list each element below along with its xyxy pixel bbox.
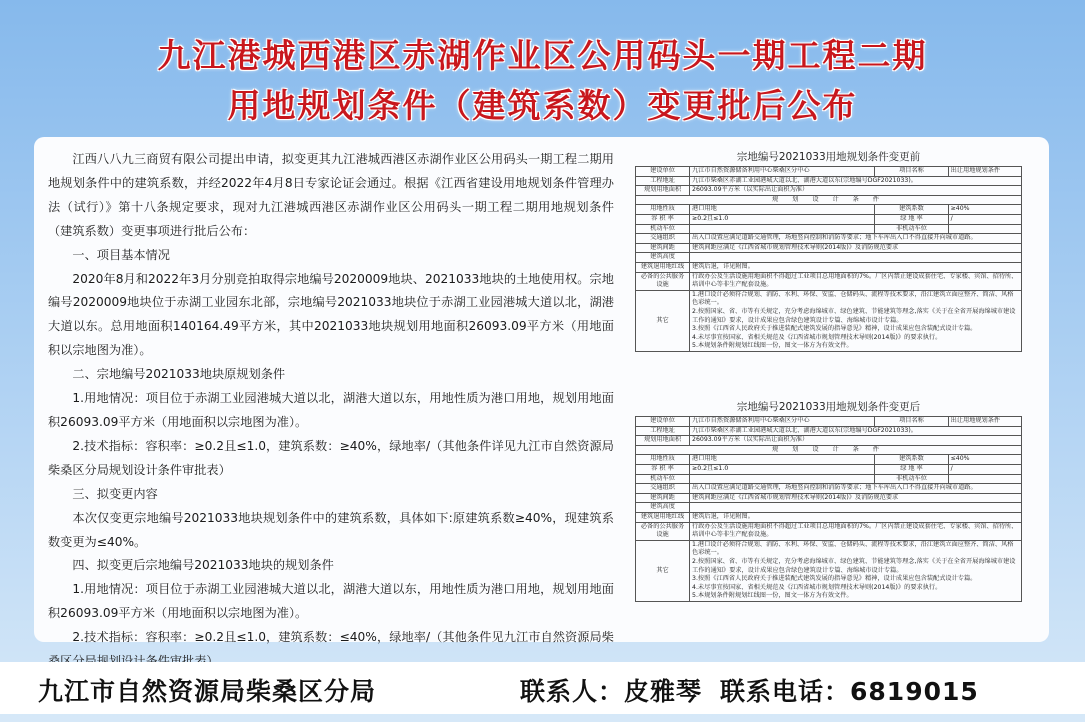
cell-label: 建筑高度 xyxy=(636,503,690,513)
cell-value xyxy=(690,253,1022,263)
cell-value xyxy=(690,290,1022,351)
conditions-table-after xyxy=(635,400,1022,602)
other-item: 1.港口设计必须符合规划、消防、水利、环保、安监、仓储码头、流程等技术要求，沿江建筑立面应整齐、简洁、风格色彩统一。 xyxy=(692,290,1014,307)
body-paragraph: 2020年8月和2022年3月分别竞拍取得宗地编号2020009地块、2021033地块的土地使用权。宗地编号2020009地块位于赤湖工业园东北部，宗地编号2021033地块位于赤湖工业园港城大道以北，湖港大道以东。总用地面积140164.49平方米，其中2021033地块规划用地面积26093.09平方米（用地面积以宗地图为准）。 xyxy=(48,271,614,358)
cell-value: 建筑间距应满足《江西省城市规划管理技术导则(2014版)》及消防规范要求 xyxy=(690,493,1022,503)
section-heading-1: 一、项目基本情况 xyxy=(72,247,170,262)
cell-label: 项目名称 xyxy=(875,167,948,177)
cell-value: 九江市柴桑区赤湖工业园港城大道以北、湖港大道以东(宗地编号DGF2021033)。 xyxy=(690,426,1022,436)
cell-label: 交通组织 xyxy=(636,234,690,244)
other-item: 2.按照国家、省、市等有关规定，充分考虑海绵城市、绿色建筑、节能建筑等理念,落实《关于在全省开展海绵城市建设工作的通知》要求，设计成果应包含绿色建筑设计专篇、海绵城市设计专篇。 xyxy=(692,307,1016,324)
cell-label: 用地性质 xyxy=(636,455,690,465)
cell-label: 建设单位 xyxy=(636,167,690,177)
cell-label: 其它 xyxy=(636,290,690,351)
cell-label: 非机动车位 xyxy=(875,474,948,484)
cell-value: 九江市柴桑区赤湖工业园港城大道以北、湖港大道以东(宗地编号DGF2021033)。 xyxy=(690,176,1022,186)
headline-line-2: 用地规划条件（建筑系数）变更批后公布 xyxy=(227,86,858,125)
other-item: 2.按照国家、省、市等有关规定，充分考虑海绵城市、绿色建筑、节能建筑等理念,落实《关于在全省开展海绵城市建设工作的通知》要求，设计成果应包含绿色建筑设计专篇、海绵城市设计专篇。 xyxy=(692,557,1016,574)
cell-label: 规划用地面积 xyxy=(636,186,690,196)
cell-label: 建筑高度 xyxy=(636,253,690,263)
cell-label: 必备的公共服务设施 xyxy=(636,522,690,540)
cell-value: 行政办公及生活设施用地面积不得超过工业项目总用地面积的7%。厂区内禁止建设成套住宅、专家楼、宾馆、招待所、培训中心等非生产配套设施。 xyxy=(690,522,1022,540)
cell-value xyxy=(690,474,875,484)
section-row: 规 划 设 计 条 件 xyxy=(636,445,1022,455)
cell-label: 建筑退用地红线 xyxy=(636,512,690,522)
footer-org: 九江市自然资源局柴桑区分局 xyxy=(38,677,377,706)
other-item: 5.本规划条件附规划红线图一份，图文一体方为有效文件。 xyxy=(692,342,853,350)
cell-label: 工程地址 xyxy=(636,426,690,436)
cell-label: 规划用地面积 xyxy=(636,436,690,446)
intro-paragraph: 江西八八九三商贸有限公司提出申请，拟变更其九江港城西港区赤湖作业区公用码头一期工程二期用地规划条件中的建筑系数，并经2022年4月8日专家论证会通过。根据《江西省建设用地规划条件管理办法（试行）》第十八条规定要求，现对九江港城西港区赤湖作业区公用码头一期工程二期用地规划条件（建筑系数）变更事项进行批后公布： xyxy=(48,152,614,238)
table-caption: 宗地编号2021033用地规划条件变更前 xyxy=(736,151,921,163)
cell-label: 绿 地 率 xyxy=(875,464,948,474)
cell-label: 绿 地 率 xyxy=(875,214,948,224)
announcement-body xyxy=(48,148,614,674)
cell-value: 九江市自然资源储备利用中心柴桑区分中心 xyxy=(690,167,875,177)
cell-label: 其它 xyxy=(636,540,690,601)
conditions-table-before xyxy=(635,150,1022,352)
section-heading-2: 二、宗地编号2021033地块原规划条件 xyxy=(72,367,286,382)
cell-value: 建筑后退，详见附图。 xyxy=(690,512,1022,522)
cell-label: 建设单位 xyxy=(636,417,690,427)
other-item: 4.未尽事宜按国家、省相关规范及《江西省城市规划管理技术导则(2014版)》的要求执行。 xyxy=(692,333,942,341)
contact-person: 联系人：皮雅琴 xyxy=(520,677,703,706)
contact-phone: 联系电话：6819015 xyxy=(720,677,979,706)
cell-value xyxy=(948,224,1021,234)
other-item: 3.按照《江西省人民政府关于推进装配式建筑发展的指导意见》精神，设计成果应包含装配式设计专篇。 xyxy=(692,325,977,333)
cell-label: 建筑间距 xyxy=(636,493,690,503)
body-paragraph: 2.技术指标：容积率：≥0.2且≤1.0，建筑系数：≤40%，绿地率/（其他条件见九江市自然资源局柴 xyxy=(72,630,614,645)
section-row: 规 划 设 计 条 件 xyxy=(636,195,1022,205)
cell-label: 非机动车位 xyxy=(875,224,948,234)
section-heading-3: 三、拟变更内容 xyxy=(72,486,158,501)
footer-contact xyxy=(520,672,997,708)
cell-value: 出让用地规划条件 xyxy=(948,167,1021,177)
cell-label: 机动车位 xyxy=(636,224,690,234)
cell-label: 建筑间距 xyxy=(636,243,690,253)
cell-value xyxy=(948,474,1021,484)
cell-value: ≥0.2且≤1.0 xyxy=(690,464,875,474)
cell-value: 九江市自然资源储备利用中心柴桑区分中心 xyxy=(690,417,875,427)
cell-value: 出入口设置应满足道路交通管理，场地竖向控制和消防等要求；地下车库出入口不得直接开向城市道路。 xyxy=(690,484,1022,494)
cell-value: / xyxy=(948,464,1021,474)
cell-label: 项目名称 xyxy=(875,417,948,427)
cell-value: 26093.09平方米（以实际出让面积为准） xyxy=(690,186,1022,196)
cell-value: / xyxy=(948,214,1021,224)
cell-label: 建筑退用地红线 xyxy=(636,262,690,272)
cell-label: 工程地址 xyxy=(636,176,690,186)
cell-value: 出让用地规划条件 xyxy=(948,417,1021,427)
build-ratio-value: ≥40% xyxy=(948,205,1021,215)
cell-label: 必备的公共服务设施 xyxy=(636,272,690,290)
cell-label: 建筑系数 xyxy=(875,205,948,215)
cell-value: 港口用地 xyxy=(690,455,875,465)
cell-label: 机动车位 xyxy=(636,474,690,484)
cell-value: 行政办公及生活设施用地面积不得超过工业项目总用地面积的7%。厂区内禁止建设成套住宅、专家楼、宾馆、招待所、培训中心等非生产配套设施。 xyxy=(690,272,1022,290)
cell-value: 建筑后退，详见附图。 xyxy=(690,262,1022,272)
cell-label: 建筑系数 xyxy=(875,455,948,465)
body-paragraph: 2.技术指标：容积率：≥0.2且≤1.0，建筑系数：≥40%，绿地率/（其他条件详见九江市自然资源局柴桑区分局规划设计条件审批表） xyxy=(48,438,614,477)
headline-line-1: 九江港城西港区赤湖作业区公用码头一期工程二期 xyxy=(157,36,928,75)
cell-value: ≥0.2且≤1.0 xyxy=(690,214,875,224)
cell-label: 交通组织 xyxy=(636,484,690,494)
table-caption: 宗地编号2021033用地规划条件变更后 xyxy=(736,401,921,413)
other-item: 4.未尽事宜按国家、省相关规范及《江西省城市规划管理技术导则(2014版)》的要求执行。 xyxy=(692,583,942,591)
cell-value xyxy=(690,540,1022,601)
cell-label: 容 积 率 xyxy=(636,464,690,474)
build-ratio-value: ≤40% xyxy=(948,455,1021,465)
body-paragraph: 1.用地情况：项目位于赤湖工业园港城大道以北，湖港大道以东，用地性质为港口用地，规划用地面积26093.09平方米（用地面积以宗地图为准）。 xyxy=(48,391,614,429)
cell-value xyxy=(690,503,1022,513)
cell-value: 港口用地 xyxy=(690,205,875,215)
body-paragraph: 本次仅变更宗地编号2021033地块规划条件中的建筑系数，具体如下:原建筑系数≥40%，现建筑系数变更为≤40%。 xyxy=(48,510,614,549)
other-item: 5.本规划条件附规划红线图一份，图文一体方为有效文件。 xyxy=(692,592,853,600)
other-item: 1.港口设计必须符合规划、消防、水利、环保、安监、仓储码头、流程等技术要求，沿江建筑立面应整齐、简洁、风格色彩统一。 xyxy=(692,540,1014,557)
cell-label: 用地性质 xyxy=(636,205,690,215)
cell-value xyxy=(690,224,875,234)
cell-value: 26093.09平方米（以实际出让面积为准） xyxy=(690,436,1022,446)
cell-value: 建筑间距应满足《江西省城市规划管理技术导则(2014版)》及消防规范要求 xyxy=(690,243,1022,253)
body-paragraph: 1.用地情况：项目位于赤湖工业园港城大道以北，湖港大道以东，用地性质为港口用地，规划用地面积26093.09平方米（用地面积以宗地图为准）。 xyxy=(48,582,614,621)
other-item: 3.按照《江西省人民政府关于推进装配式建筑发展的指导意见》精神，设计成果应包含装配式设计专篇。 xyxy=(692,575,977,583)
section-heading-4: 四、拟变更后宗地编号2021033地块的规划条件 xyxy=(72,558,334,573)
cell-label: 容 积 率 xyxy=(636,214,690,224)
cell-value: 出入口设置应满足道路交通管理，场地竖向控制和消防等要求；地下车库出入口不得直接开向城市道路。 xyxy=(690,234,1022,244)
